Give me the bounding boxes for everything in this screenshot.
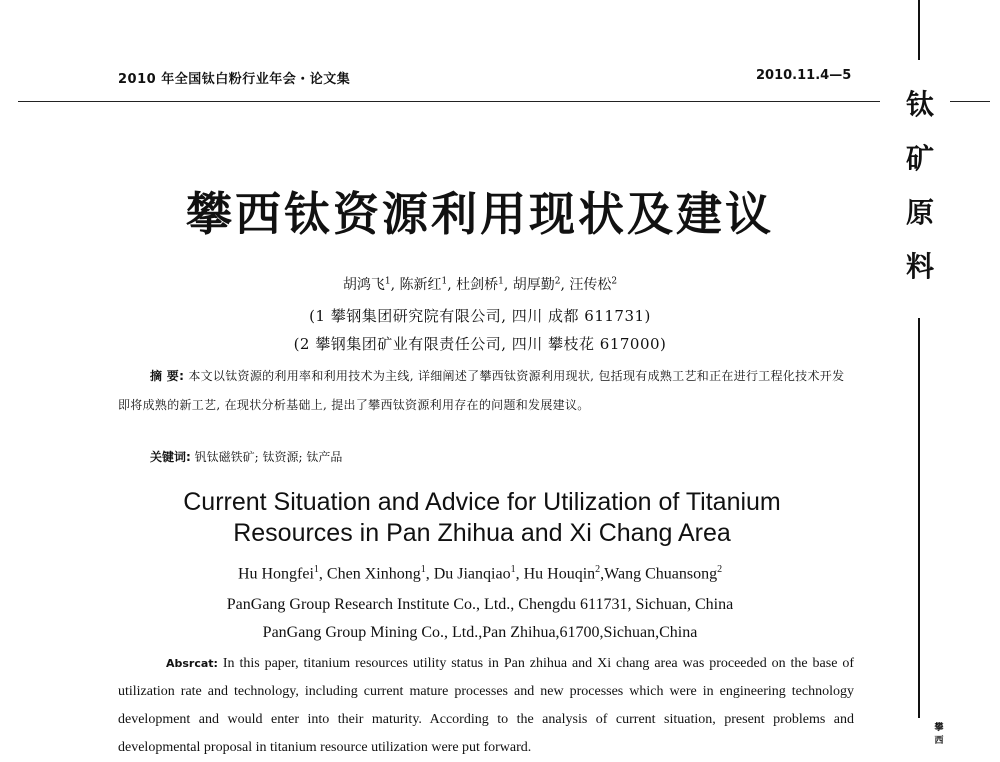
author-cn: 胡厚勤 [512,277,555,293]
side-label-char: 矿 [905,142,934,175]
keywords-cn-text: 钒钛磁铁矿; 钛资源; 钛产品 [194,450,343,464]
author-en: Hu Houqin [523,565,596,583]
author-affiliation-index: 2 [554,276,561,287]
side-small-char: 攀 [934,723,944,733]
side-label-char: 原 [905,196,934,229]
author-separator: , [600,565,605,583]
side-small-label [928,722,950,748]
side-label-char: 钛 [905,88,934,121]
header-rule [18,101,880,102]
side-small-char: 西 [934,736,944,746]
author-affiliation-index: 2 [611,276,618,287]
author-affiliation-index: 1 [510,564,516,575]
author-affiliation-index: 1 [441,276,448,287]
affiliation-cn-2: (2 攀钢集团矿业有限责任公司, 四川 攀枝花 617000) [293,335,667,353]
affiliation-cn-1: (1 攀钢集团研究院有限公司, 四川 成都 611731) [309,307,651,325]
paper-title-cn: 攀西钛资源利用现状及建议 [186,187,774,241]
abstract-cn-label: 摘 要: [150,369,185,383]
author-cn: 陈新红 [399,277,442,293]
abstract-en-label: Absrcat: [166,657,218,670]
paper-title-en [0,487,964,549]
running-header-left: 2010 年全国钛白粉行业年会・论文集 [118,72,351,87]
header-rule-right [950,101,990,102]
paper-title-en-line: Resources in Pan Zhihua and Xi Chang Area [233,519,731,547]
author-separator: , [318,565,327,583]
author-separator: , [425,565,434,583]
side-label-char: 料 [905,250,934,283]
author-affiliation-index: 2 [595,564,601,575]
author-en: Hu Hongfei [237,565,314,583]
abstract-cn-text: 本文以钛资源的利用率和利用技术为主线, 详细阐述了攀西钛资源利用现状, 包括现有成熟工艺和正在进行工程化技术开发即将成熟的新工艺, 在现状分析基础上, 提出了攀西钛资源利用存在的问题和发展建议。 [118,369,845,412]
keywords-cn-label: 关键词: [150,450,191,464]
abstract-en-text: In this paper, titanium resources utility status in Pan zhihua and Xi chang area was proceeded on the base of utilization rate and technology, including current mature processes and new processes which were in engineering technology development and would enter into their maturity. According to the analysis of current situation, present problems and developmental proposal in titanium resource utilization were put forward. [118,656,855,755]
author-affiliation-index: 1 [313,564,319,575]
margin-rule-top [918,0,920,60]
author-affiliation-index: 1 [498,276,504,287]
keywords-cn [150,448,342,465]
paper-title-en-line: Current Situation and Advice for Utilization of Titanium [183,488,781,516]
author-affiliation-index: 1 [420,564,426,575]
abstract-cn [118,362,854,420]
author-en: Du Jianqiao [433,565,511,583]
authors-en [0,564,960,583]
author-en: Wang Chuansong [604,565,718,583]
author-separator: , [515,565,524,583]
affiliation-en-1: PanGang Group Research Institute Co., Ltd., Chengdu 611731, Sichuan, China [226,596,734,613]
author-en: Chen Xinhong [326,565,421,583]
author-cn: 胡鸿飞 [342,277,385,293]
affiliation-en-2: PanGang Group Mining Co., Ltd.,Pan Zhihua,61700,Sichuan,China [262,624,698,641]
author-affiliation-index: 2 [717,564,723,575]
author-cn: 汪传松 [569,277,612,293]
abstract-en [118,650,854,762]
authors-cn: 胡鸿飞$^1$, 陈新红$^1$, 杜剑桥$^1$, 胡厚勤$^2$, 汪传松$^2$ [342,276,618,293]
author-affiliation-index: 1 [384,276,391,287]
running-header-date: 2010.11.4—5 [756,68,852,83]
author-cn: 杜剑桥 [456,277,499,293]
